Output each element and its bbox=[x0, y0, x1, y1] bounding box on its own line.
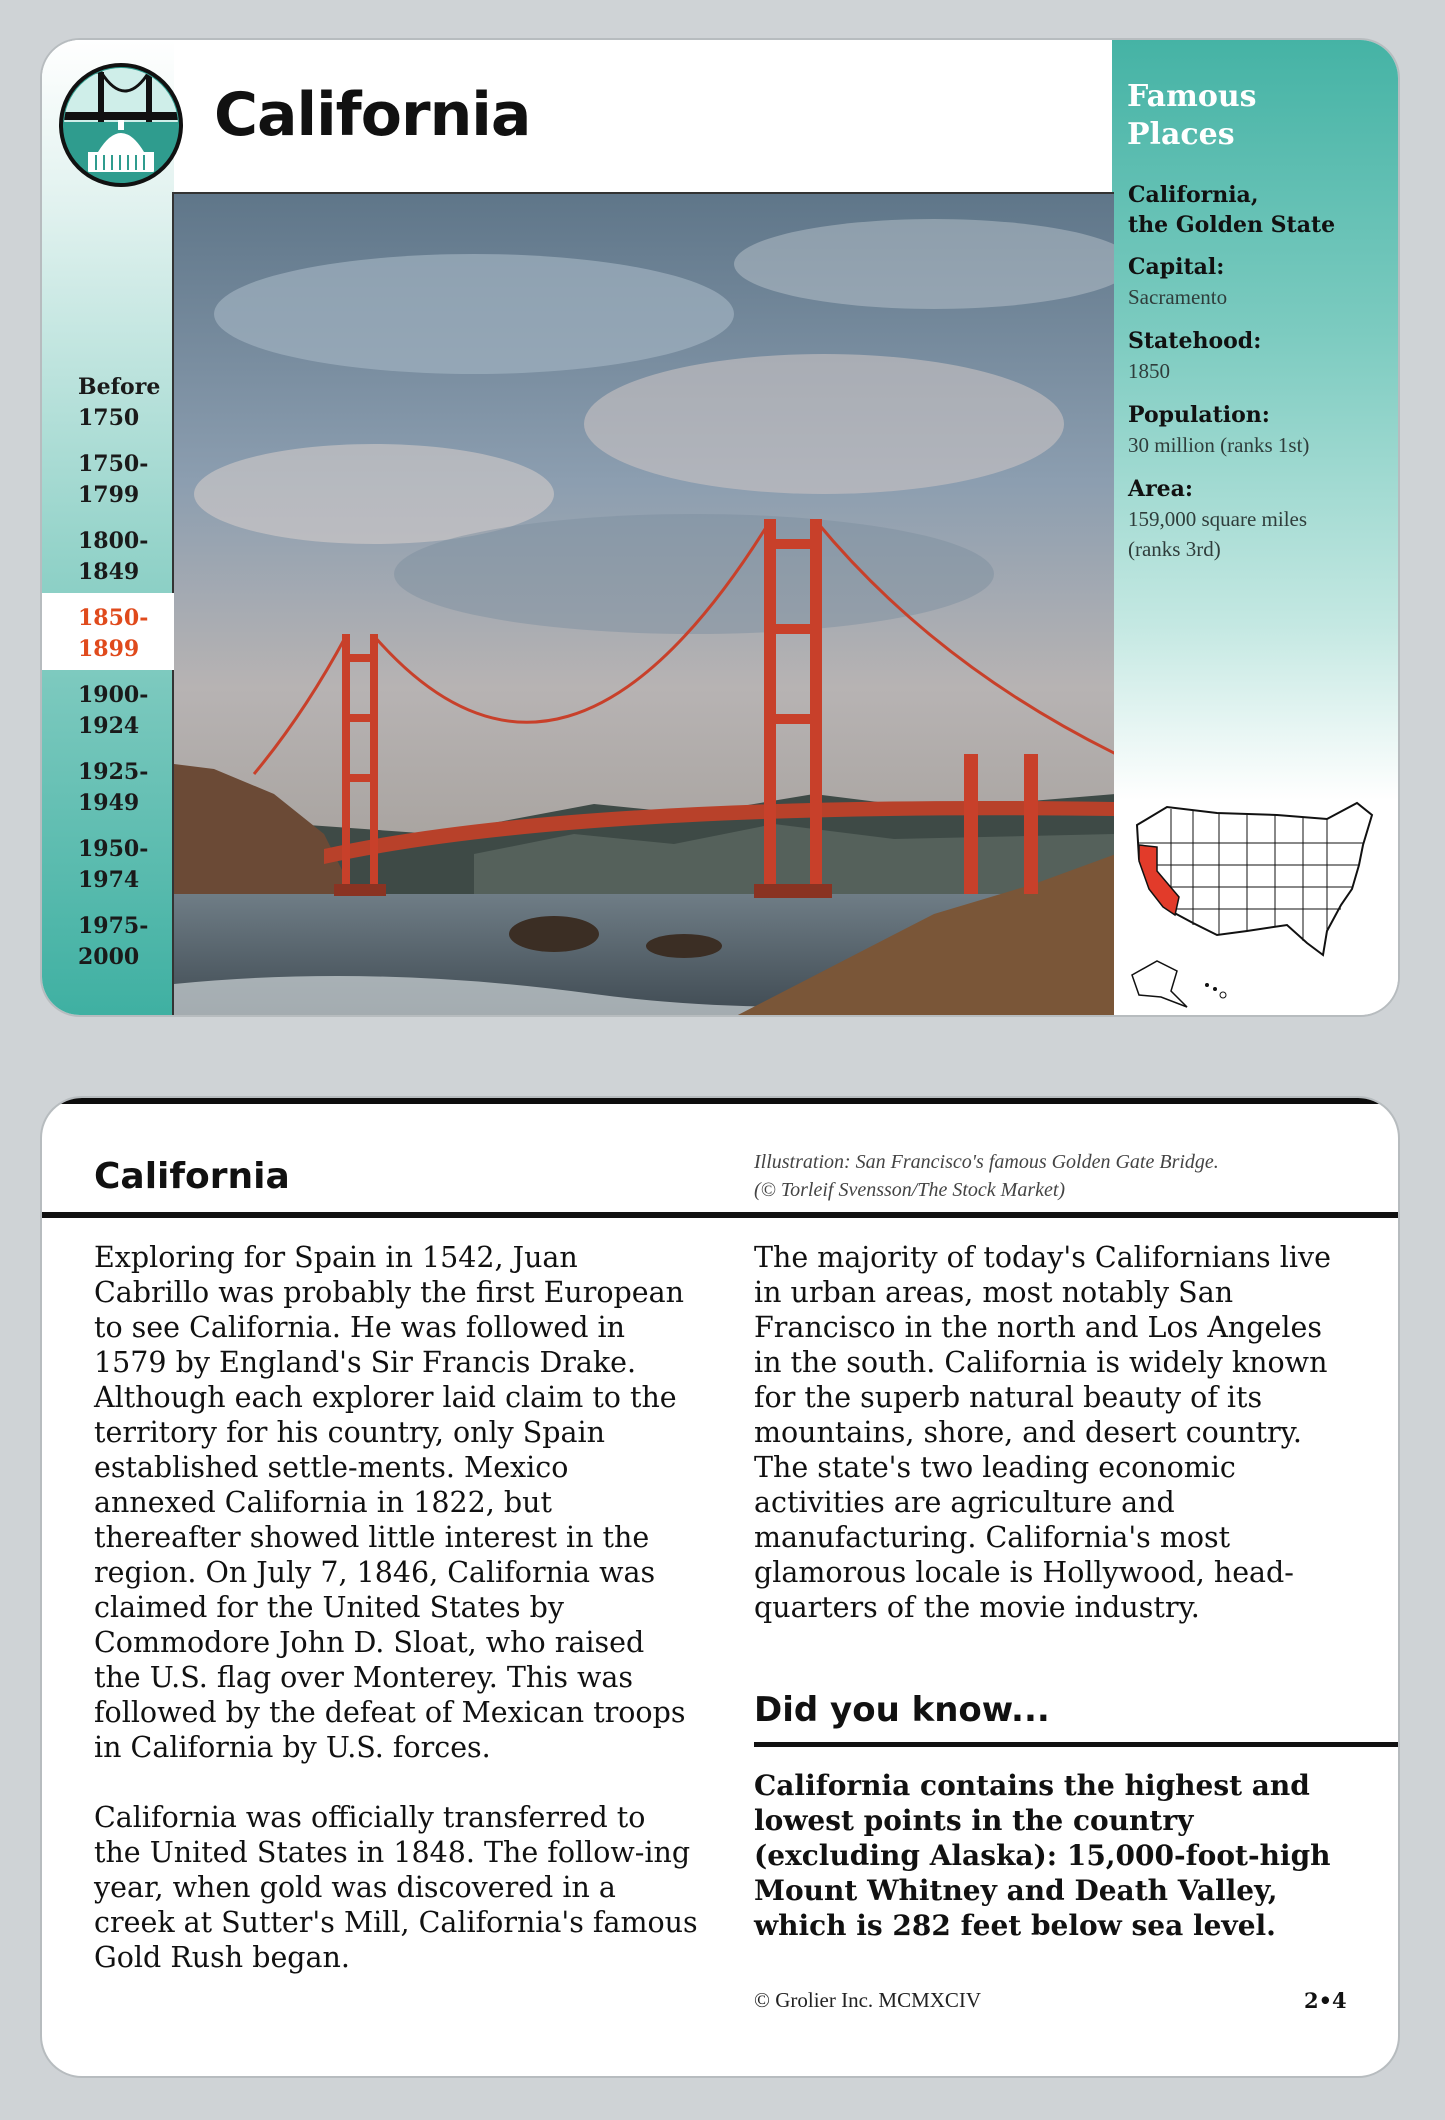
paragraph: The majority of today's Californians live in urban areas, most notably San Francisco in the north and Los Angeles in the south. California is widely known for the superb natural beauty of its mountains, shore, and desert country. The state's two leading economic activities are agriculture and manufacturing. California's most glamorous locale is Hollywood, head-quarters of the movie industry. bbox=[754, 1241, 1331, 1624]
statehood-value: 1850 bbox=[1128, 359, 1170, 383]
illustration-caption bbox=[754, 1148, 1354, 1204]
golden-gate-bridge-photo bbox=[172, 192, 1114, 1015]
did-you-know-heading: Did you know... bbox=[754, 1690, 1050, 1730]
timeline-era: 1975- 2000 bbox=[78, 913, 149, 970]
copyright-notice: © Grolier Inc. MCMXCIV bbox=[754, 1988, 982, 2012]
paragraph: California was officially transferred to the United States in 1848. The follow-ing year, when gold was discovered in a creek at Sutter's Mill, California's famous Gold Rush began. bbox=[94, 1801, 698, 1974]
timeline-era: 1950- 1974 bbox=[78, 836, 149, 893]
front-card bbox=[42, 40, 1398, 1015]
timeline-era: 1900- 1924 bbox=[78, 682, 149, 739]
area-value: 159,000 square miles (ranks 3rd) bbox=[1128, 507, 1308, 561]
card-number: 2•4 bbox=[1304, 1988, 1347, 2013]
state-nickname: California, the Golden State bbox=[1128, 182, 1336, 238]
population-value: 30 million (ranks 1st) bbox=[1128, 433, 1310, 457]
did-you-know-text: California contains the highest and lowest points in the country (excluding Alaska): 15,000-foot-high Mount Whitney and Death Valley, which is 282 feet below sea level. bbox=[754, 1769, 1331, 1942]
timeline-era: 1925- 1949 bbox=[78, 759, 149, 816]
statehood-label: Statehood: bbox=[1128, 328, 1262, 354]
section-heading: Famous Places bbox=[1127, 79, 1257, 152]
back-title: California bbox=[94, 1156, 290, 1197]
timeline-era: 1750- 1799 bbox=[78, 451, 149, 508]
bridge-illustration bbox=[174, 194, 1114, 1015]
capital-value: Sacramento bbox=[1128, 285, 1228, 309]
area-label: Area: bbox=[1128, 476, 1194, 502]
paragraph: Exploring for Spain in 1542, Juan Cabrillo was probably the first European to see California. He was followed in 1579 by England's Sir Francis Drake. Although each explorer laid claim to the territory for his country, only Spain established settle-ments. Mexico annexed California in 1822, but thereafter showed little interest in the region. On July 7, 1846, California was claimed for the United States by Commodore John D. Sloat, who raised the U.S. flag over Monterey. This was followed by the defeat of Mexican troops in California by U.S. forces. bbox=[94, 1241, 686, 1764]
back-card bbox=[42, 1098, 1398, 2076]
population-label: Population: bbox=[1128, 402, 1270, 428]
famous-places-logo-icon bbox=[58, 62, 184, 188]
timeline-era: Before 1750 bbox=[78, 374, 161, 431]
text-column-left bbox=[94, 1240, 699, 2010]
fact-list bbox=[1128, 180, 1390, 578]
caption-line: Illustration: San Francisco's famous Golden Gate Bridge. bbox=[754, 1151, 1219, 1173]
caption-credit: (© Torleif Svensson/The Stock Market) bbox=[754, 1179, 1066, 1201]
timeline-list bbox=[42, 362, 174, 978]
text-column-right bbox=[754, 1240, 1354, 1625]
timeline-era-active: 1850- 1899 bbox=[42, 593, 174, 670]
timeline-era: 1800- 1849 bbox=[78, 528, 149, 585]
card-title: California bbox=[214, 80, 531, 150]
top-border bbox=[42, 1098, 1398, 1104]
us-map-icon bbox=[1127, 785, 1377, 1015]
header-rule bbox=[42, 1212, 1398, 1218]
capital-label: Capital: bbox=[1128, 254, 1225, 280]
did-you-know-rule bbox=[754, 1742, 1398, 1747]
